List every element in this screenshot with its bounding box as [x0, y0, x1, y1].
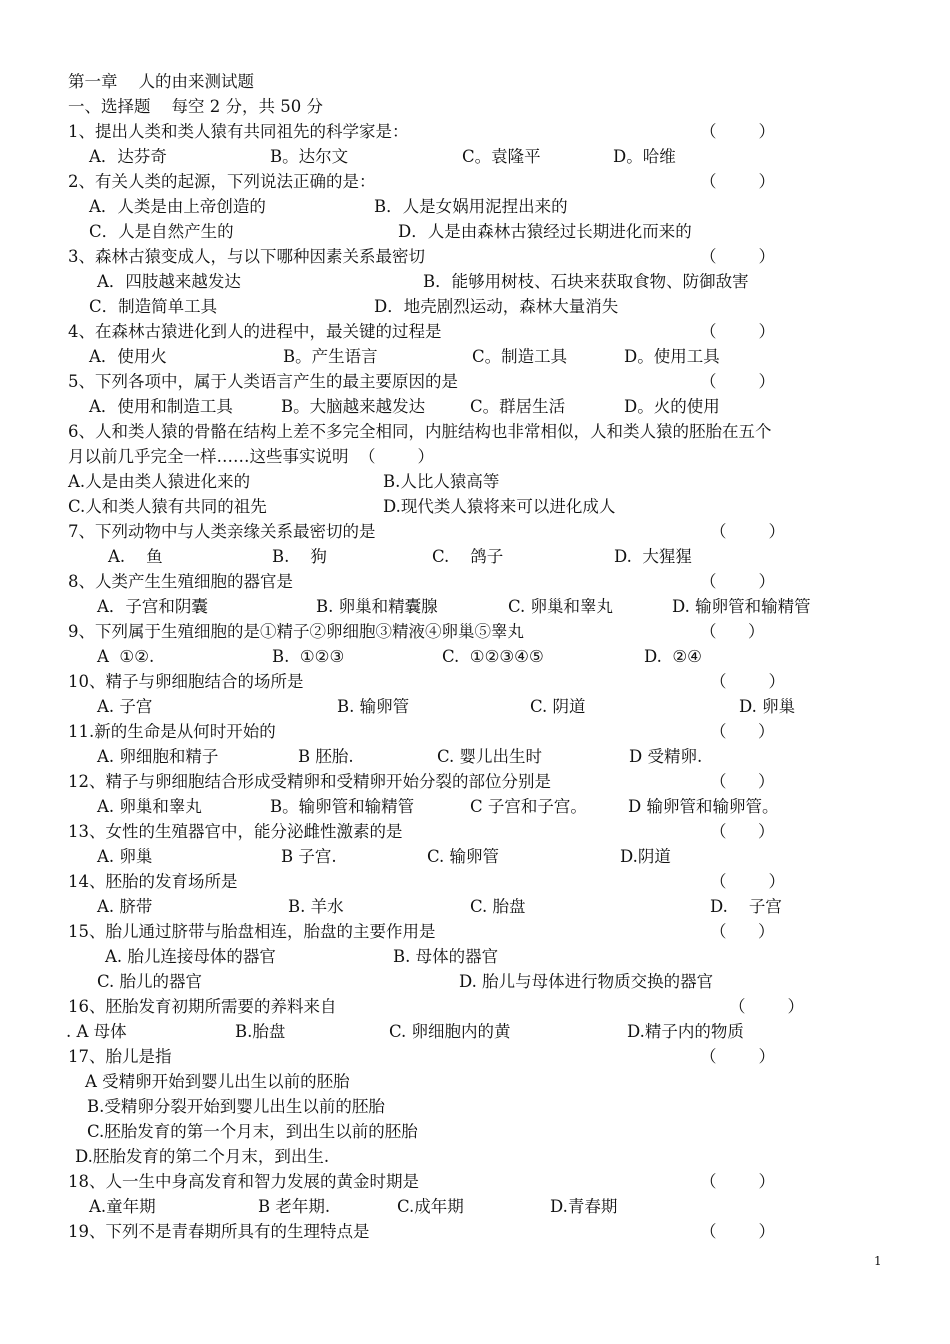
question-14-option-a: A. 脐带 — [97, 897, 153, 916]
question-9-stem: 9、下列属于生殖细胞的是①精子②卵细胞③精液④卵巢⑤睾丸 — [68, 622, 524, 641]
question-2-option-a: A．人类是由上帝创造的 — [89, 197, 266, 216]
question-4-option-a: A．使用火 — [89, 347, 167, 366]
question-18-answer-blank: （ ） — [700, 1172, 775, 1191]
question-12-option-b: B。输卵管和输精管 — [270, 797, 415, 816]
question-6-option-d: D.现代类人猿将来可以进化成人 — [383, 497, 616, 516]
question-12-stem: 12、精子与卵细胞结合形成受精卵和受精卵开始分裂的部位分别是 — [68, 772, 551, 791]
question-15-option-d: D. 胎儿与母体进行物质交换的器官 — [459, 972, 714, 991]
question-7-option-c: C. 鸽子 — [432, 547, 504, 566]
question-7-option-a: A. 鱼 — [108, 547, 163, 566]
question-8-option-c: C. 卵巢和睾丸 — [508, 597, 614, 616]
question-18-option-d: D.青春期 — [550, 1197, 618, 1216]
question-19-stem: 19、下列不是青春期所具有的生理特点是 — [68, 1222, 370, 1241]
question-13-answer-blank: （ ） — [710, 822, 775, 841]
question-17-option-b: B.受精卵分裂开始到婴儿出生以前的胚胎 — [87, 1097, 385, 1116]
question-4-option-d: D。使用工具 — [624, 347, 720, 366]
question-8-stem: 8、人类产生生殖细胞的器官是 — [68, 572, 293, 591]
question-14-answer-blank: （ ） — [710, 872, 785, 891]
question-5-answer-blank: （ ） — [700, 372, 775, 391]
question-9-answer-blank: （ ） — [700, 622, 765, 641]
question-15-option-c: C. 胎儿的器官 — [97, 972, 203, 991]
question-13-stem: 13、女性的生殖器官中，能分泌雌性激素的是 — [68, 822, 403, 841]
question-17-option-c: C.胚胎发育的第一个月末，到出生以前的胚胎 — [87, 1122, 418, 1141]
question-8-option-b: B. 卵巢和精囊腺 — [316, 597, 438, 616]
question-3-option-b: B．能够用树枝、石块来获取食物、防御敌害 — [423, 272, 749, 291]
section-heading: 一、选择题 每空 2 分，共 50 分 — [68, 97, 323, 116]
question-14-option-b: B. 羊水 — [288, 897, 344, 916]
question-8-option-a: A．子宫和阴囊 — [97, 597, 208, 616]
question-5-option-d: D。火的使用 — [624, 397, 720, 416]
question-7-stem: 7、下列动物中与人类亲缘关系最密切的是 — [68, 522, 376, 541]
question-19-answer-blank: （ ） — [700, 1222, 775, 1241]
question-2-answer-blank: （ ） — [700, 172, 775, 191]
question-16-stem: 16、胚胎发育初期所需要的养料来自 — [68, 997, 337, 1016]
question-15-option-b: B. 母体的器官 — [393, 947, 499, 966]
question-1-stem: 1、提出人类和类人猿有共同祖先的科学家是： — [68, 122, 409, 141]
question-7-answer-blank: （ ） — [710, 522, 785, 541]
question-8-answer-blank: （ ） — [700, 572, 775, 591]
question-2-option-c: C．人是自然产生的 — [89, 222, 234, 241]
question-11-option-c: C. 婴儿出生时 — [437, 747, 543, 766]
question-18-option-c: C.成年期 — [397, 1197, 464, 1216]
question-14-stem: 14、胚胎的发育场所是 — [68, 872, 238, 891]
question-11-answer-blank: （ ） — [710, 722, 775, 741]
question-12-option-d: D 输卵管和输卵管。 — [628, 797, 779, 816]
question-10-option-d: D. 卵巢 — [739, 697, 796, 716]
question-5-option-c: C。群居生活 — [470, 397, 566, 416]
question-7-option-d: D. 大猩猩 — [614, 547, 692, 566]
question-17-option-a: A 受精卵开始到婴儿出生以前的胚胎 — [85, 1072, 350, 1091]
question-12-option-c: C 子宫和子宫。 — [470, 797, 587, 816]
question-14-option-d: D. 子宫 — [710, 897, 782, 916]
question-17-answer-blank: （ ） — [700, 1047, 775, 1066]
question-6-stem-line-2: 月以前几乎完全一样……这些事实说明 （ ） — [68, 447, 434, 466]
question-14-option-c: C. 胎盘 — [470, 897, 526, 916]
question-9-option-c: C. ①②③④⑤ — [442, 647, 544, 666]
question-5-option-b: B。大脑越来越发达 — [281, 397, 426, 416]
question-1-answer-blank: （ ） — [700, 122, 775, 141]
page-number: 1 — [874, 1254, 882, 1268]
question-13-option-d: D.阴道 — [620, 847, 671, 866]
question-16-option-b: B.胎盘 — [235, 1022, 286, 1041]
question-2-stem: 2、有关人类的起源，下列说法正确的是： — [68, 172, 376, 191]
question-12-option-a: A. 卵巢和睾丸 — [97, 797, 202, 816]
question-4-option-c: C。制造工具 — [472, 347, 568, 366]
question-5-stem: 5、下列各项中，属于人类语言产生的最主要原因的是 — [68, 372, 458, 391]
question-3-option-a: A．四肢越来越发达 — [97, 272, 241, 291]
question-13-option-a: A. 卵巢 — [97, 847, 153, 866]
question-16-option-a: . A 母体 — [66, 1022, 127, 1041]
question-9-option-a: A ①②. — [97, 647, 155, 666]
question-3-stem: 3、森林古猿变成人，与以下哪种因素关系最密切 — [68, 247, 425, 266]
question-10-answer-blank: （ ） — [710, 672, 785, 691]
question-11-option-b: B 胚胎. — [298, 747, 354, 766]
question-2-option-d: D．人是由森林古猿经过长期进化而来的 — [398, 222, 692, 241]
question-18-option-b: B 老年期. — [258, 1197, 331, 1216]
question-10-stem: 10、精子与卵细胞结合的场所是 — [68, 672, 304, 691]
question-6-option-a: A.人是由类人猿进化来的 — [68, 472, 251, 491]
question-15-stem: 15、胎儿通过脐带与胎盘相连，胎盘的主要作用是 — [68, 922, 436, 941]
question-10-option-c: C. 阴道 — [530, 697, 586, 716]
question-4-stem: 4、在森林古猿进化到人的进程中，最关键的过程是 — [68, 322, 442, 341]
question-5-option-a: A．使用和制造工具 — [89, 397, 233, 416]
question-1-option-d: D。哈维 — [613, 147, 676, 166]
question-1-option-a: A．达芬奇 — [89, 147, 167, 166]
question-4-option-b: B。产生语言 — [283, 347, 378, 366]
question-12-answer-blank: （ ） — [710, 772, 775, 791]
question-9-option-b: B. ①②③ — [272, 647, 345, 666]
question-15-answer-blank: （ ） — [710, 922, 775, 941]
question-6-option-c: C.人和类人猿有共同的祖先 — [68, 497, 267, 516]
question-3-option-c: C．制造简单工具 — [89, 297, 218, 316]
question-10-option-b: B. 输卵管 — [337, 697, 410, 716]
question-3-answer-blank: （ ） — [700, 247, 775, 266]
question-18-option-a: A.童年期 — [89, 1197, 156, 1216]
question-9-option-d: D. ②④ — [644, 647, 702, 666]
question-6-option-b: B.人比人猿高等 — [383, 472, 500, 491]
question-1-option-c: C。袁隆平 — [462, 147, 541, 166]
question-11-option-a: A. 卵细胞和精子 — [97, 747, 219, 766]
question-15-option-a: A. 胎儿连接母体的器官 — [105, 947, 276, 966]
question-8-option-d: D. 输卵管和输精管 — [672, 597, 811, 616]
question-7-option-b: B. 狗 — [272, 547, 327, 566]
question-16-option-d: D.精子内的物质 — [627, 1022, 744, 1041]
question-3-option-d: D．地壳剧烈运动，森林大量消失 — [374, 297, 619, 316]
question-1-option-b: B。达尔文 — [270, 147, 349, 166]
question-2-option-b: B．人是女娲用泥捏出来的 — [374, 197, 568, 216]
question-11-stem: 11.新的生命是从何时开始的 — [68, 722, 276, 741]
question-13-option-b: B 子宫. — [281, 847, 337, 866]
question-4-answer-blank: （ ） — [700, 322, 775, 341]
question-13-option-c: C. 输卵管 — [427, 847, 500, 866]
question-6-stem-line-1: 6、人和类人猿的骨骼在结构上差不多完全相同，内脏结构也非常相似，人和类人猿的胚胎在五个 — [68, 422, 772, 441]
question-17-stem: 17、胎儿是指 — [68, 1047, 172, 1066]
question-17-option-d: D.胚胎发育的第二个月末，到出生. — [75, 1147, 330, 1166]
question-10-option-a: A. 子宫 — [97, 697, 153, 716]
question-16-option-c: C. 卵细胞内的黄 — [389, 1022, 511, 1041]
question-16-answer-blank: （ ） — [729, 997, 804, 1016]
chapter-title: 第一章 人的由来测试题 — [68, 72, 254, 91]
question-18-stem: 18、人一生中身高发育和智力发展的黄金时期是 — [68, 1172, 419, 1191]
question-11-option-d: D 受精卵. — [629, 747, 703, 766]
